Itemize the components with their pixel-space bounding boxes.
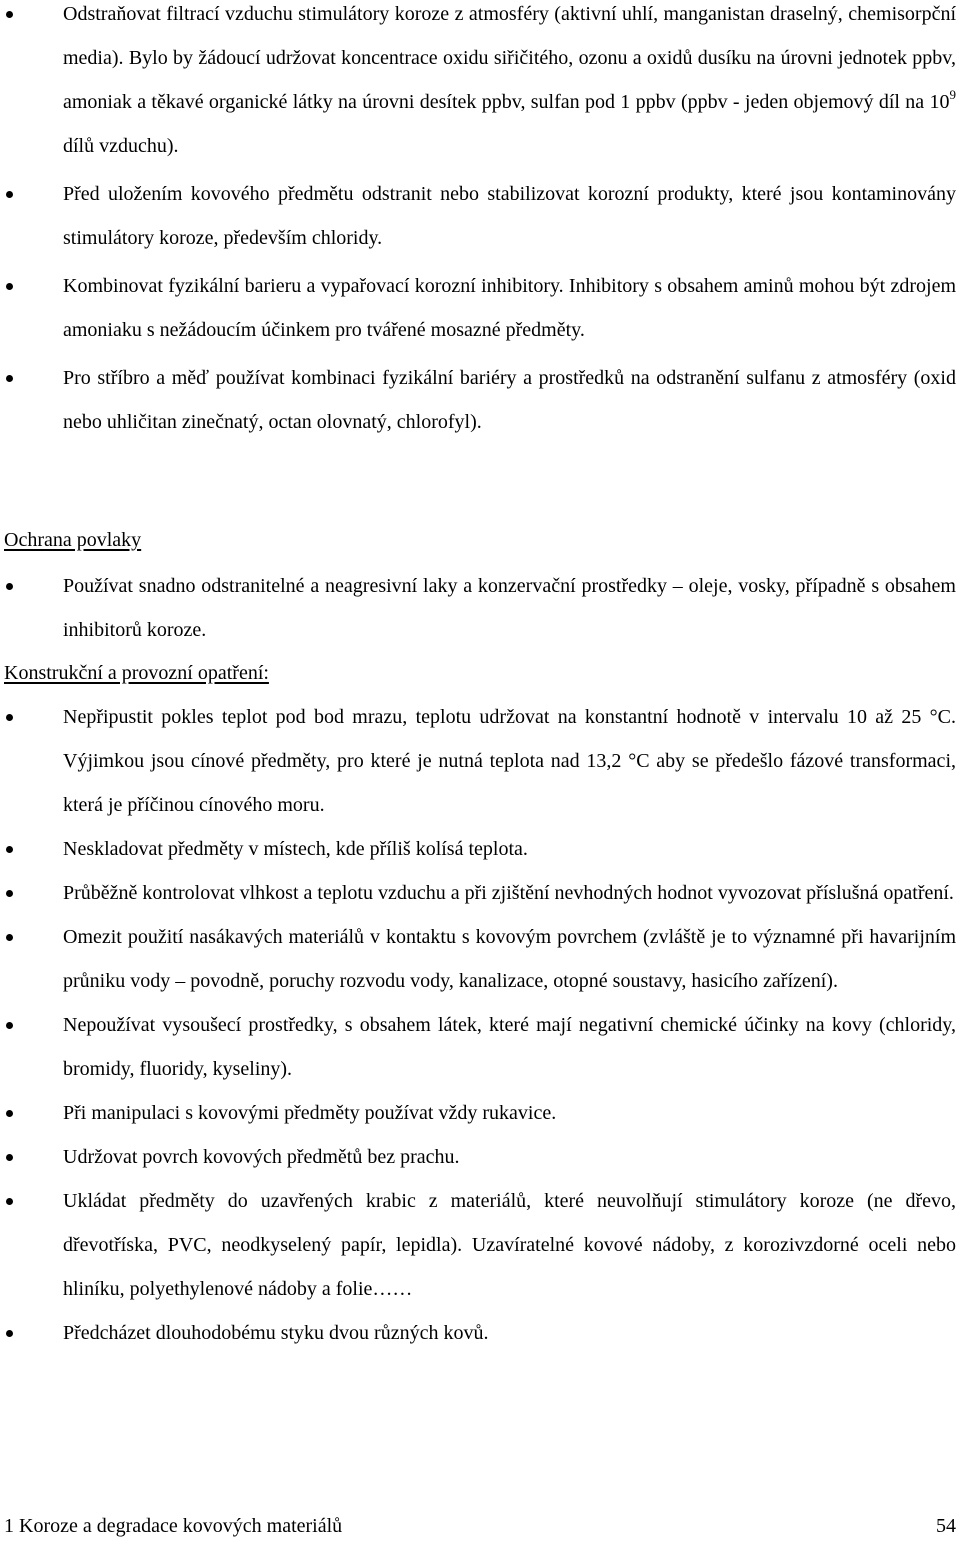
section-heading-coatings: Ochrana povlaky <box>4 529 142 551</box>
list-item-text: dílů vzduchu). <box>63 135 179 157</box>
list-item <box>0 264 960 352</box>
footer-page-number: 54 <box>936 1515 956 1537</box>
list-item-text: Při manipulaci s kovovými předměty používat vždy rukavice. <box>63 1102 557 1124</box>
bullet-list-storage <box>0 0 960 444</box>
list-item-text: Kombinovat fyzikální barieru a vypařovací korozní inhibitory. Inhibitory s obsahem aminů mohou být zdrojem amoniaku s nežádoucím účinkem pro tvářené mosazné předměty. <box>63 275 956 341</box>
list-item-text: Před uložením kovového předmětu odstranit nebo stabilizovat korozní produkty, které jsou kontaminovány stimulátory koroze, především chloridy. <box>63 183 956 249</box>
list-item <box>0 1179 960 1311</box>
list-item <box>0 827 960 871</box>
list-item <box>0 356 960 444</box>
bullet-list-coatings <box>0 564 960 652</box>
page-footer <box>4 1511 956 1541</box>
list-item <box>0 0 960 168</box>
list-item <box>0 1135 960 1179</box>
list-item-text: Předcházet dlouhodobému styku dvou různých kovů. <box>63 1322 489 1344</box>
section-heading-measures: Konstrukční a provozní opatření: <box>4 662 269 684</box>
list-item-text: Neskladovat předměty v místech, kde příliš kolísá teplota. <box>63 838 528 860</box>
list-item <box>0 172 960 260</box>
list-item <box>0 1003 960 1091</box>
list-item-text: Omezit použití nasákavých materiálů v kontaktu s kovovým povrchem (zvláště je to významné při havarijním průniku vody – povodně, poruchy rozvodu vody, kanalizace, otopné soustavy, hasicího zařízení). <box>63 926 956 992</box>
list-item <box>0 1311 960 1355</box>
superscript-exponent: 9 <box>949 87 956 102</box>
list-item-text: Ukládat předměty do uzavřených krabic z materiálů, které neuvolňují stimulátory koroze (ne dřevo, dřevotříska, PVC, neodkyselený papír, lepidla). Uzavíratelné kovové nádoby, z korozivzdorné oceli nebo hliníku, polyethylenové nádoby a folie…… <box>63 1190 956 1300</box>
list-item <box>0 564 960 652</box>
list-item-text: Odstraňovat filtrací vzduchu stimulátory koroze z atmosféry (aktivní uhlí, manganistan draselný, chemisorpční media). Bylo by žádoucí udržovat koncentrace oxidu siřičitého, ozonu a oxidů dusíku na úrovni jednotek ppbv, amoniak a těkavé organické látky na úrovni desítek ppbv, sulfan pod 1 ppbv (ppbv - jeden objemový díl na 10 <box>63 3 956 113</box>
list-item-text: Používat snadno odstranitelné a neagresivní laky a konzervační prostředky – oleje, vosky, případně s obsahem inhibitorů koroze. <box>63 575 956 641</box>
list-item-text: Nepřipustit pokles teplot pod bod mrazu, teplotu udržovat na konstantní hodnotě v intervalu 10 až 25 °C. Výjimkou jsou cínové předměty, pro které je nutná teplota nad 13,2 °C aby se předešlo fázové transformaci, která je příčinou cínového moru. <box>63 706 956 816</box>
bullet-list-measures <box>0 695 960 1355</box>
list-item <box>0 871 960 915</box>
list-item-text: Udržovat povrch kovových předmětů bez prachu. <box>63 1146 460 1168</box>
list-item-text: Průběžně kontrolovat vlhkost a teplotu vzduchu a při zjištění nevhodných hodnot vyvozovat příslušná opatření. <box>63 882 954 904</box>
list-item-text: Nepoužívat vysoušecí prostředky, s obsahem látek, které mají negativní chemické účinky na kovy (chloridy, bromidy, fluoridy, kyseliny). <box>63 1014 956 1080</box>
list-item-text: Pro stříbro a měď používat kombinaci fyzikální bariéry a prostředků na odstranění sulfanu z atmosféry (oxid nebo uhličitan zinečnatý, octan olovnatý, chlorofyl). <box>63 367 956 433</box>
list-item <box>0 1091 960 1135</box>
list-item <box>0 915 960 1003</box>
list-item <box>0 695 960 827</box>
footer-chapter-title: 1 Koroze a degradace kovových materiálů <box>4 1515 343 1537</box>
